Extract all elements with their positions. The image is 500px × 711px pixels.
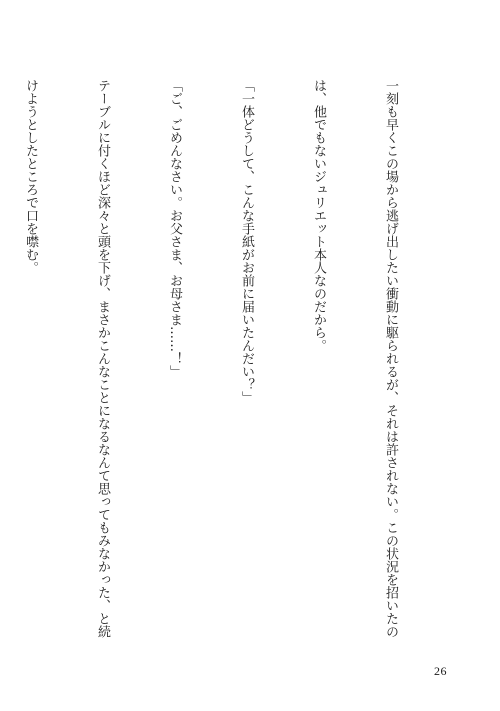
body-text	[23, 79, 450, 639]
text-line: 一刻も早くこの場から逃げ出したい衝動に駆られるが、それは許されない。この状況を招いたの	[383, 79, 398, 638]
text-line: テーブルに付くほど深々と頭を下げ、まさかこんなことになるなんて思ってもみなかった、と続	[95, 79, 110, 638]
text-line: 「ご、ごめんなさい。お父さま、お母さま……！」	[167, 79, 182, 378]
text-line: は、他でもないジュリエット本人なのだから。	[311, 79, 326, 352]
text-line: 「一体どうして、こんな手紙がお前に届いたんだい？」	[239, 79, 254, 404]
page-number: 26	[434, 664, 447, 678]
text-line: けようとしたところで口を噤む。	[23, 79, 38, 274]
